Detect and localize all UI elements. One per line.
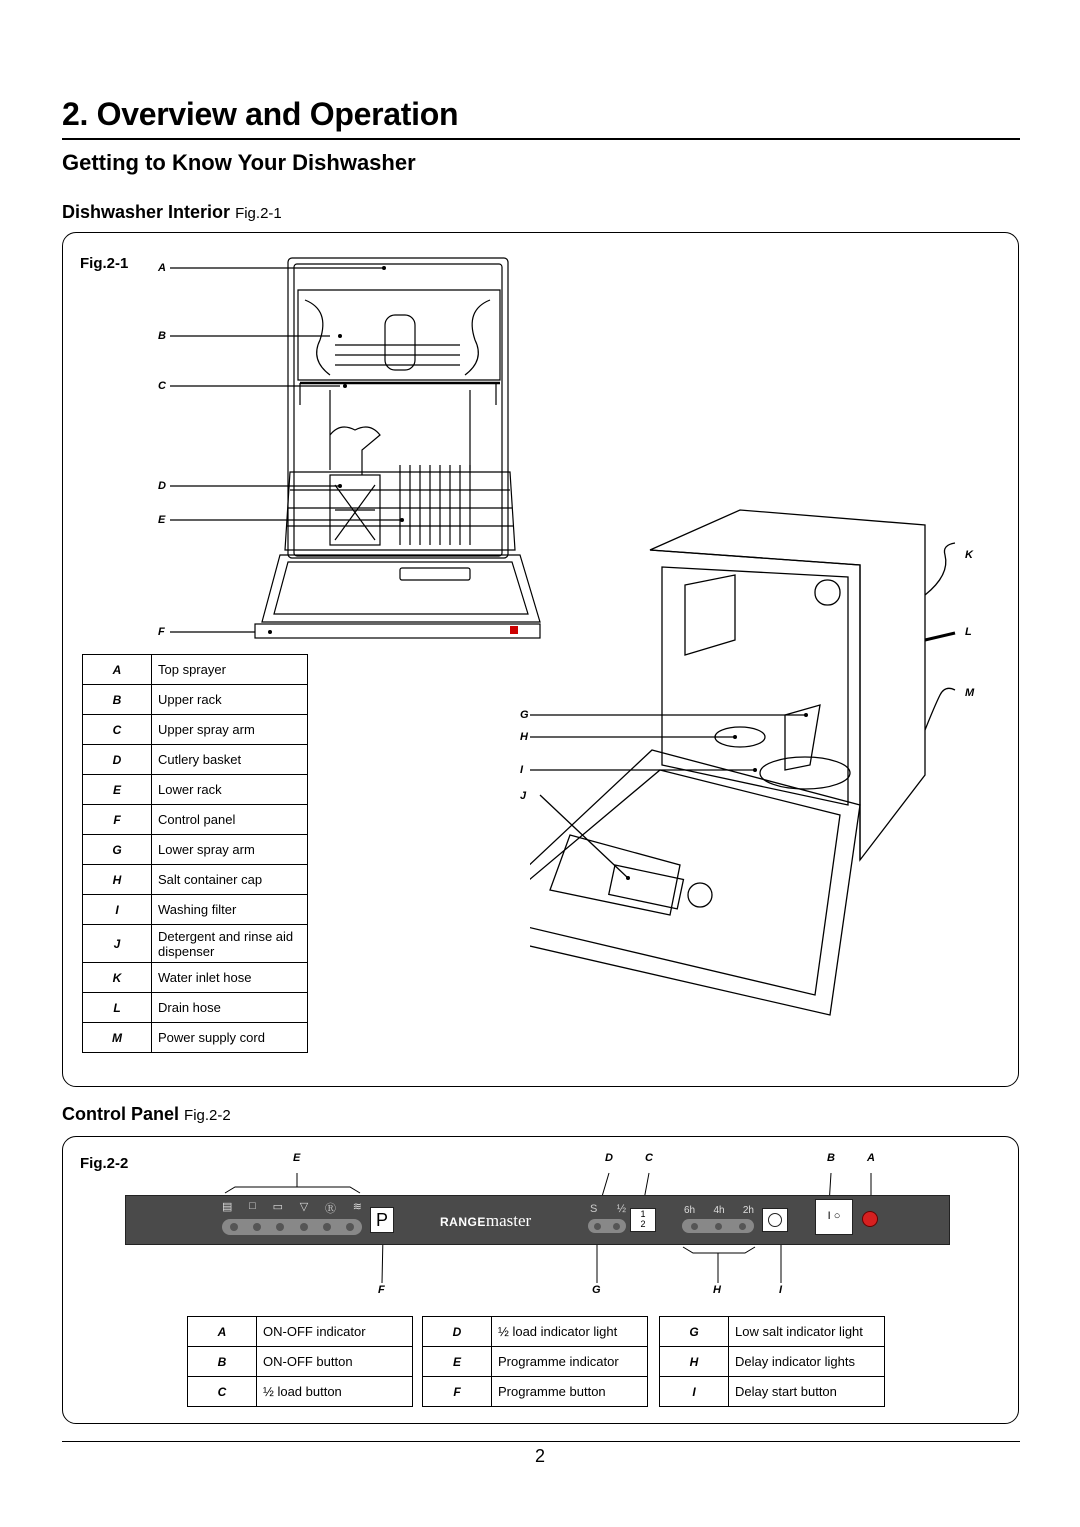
legend-label: Power supply cord bbox=[152, 1023, 308, 1053]
interior-heading-ref: Fig.2-1 bbox=[235, 205, 282, 222]
legend-row bbox=[83, 835, 308, 865]
on-off-button[interactable] bbox=[815, 1199, 853, 1235]
control-heading bbox=[62, 1104, 231, 1125]
control-heading-ref: Fig.2-2 bbox=[184, 1107, 231, 1124]
legend-row bbox=[83, 745, 308, 775]
control-legend-table-1 bbox=[187, 1316, 413, 1407]
quick-icon: ≋ bbox=[352, 1201, 362, 1213]
legend-key: B bbox=[188, 1347, 257, 1377]
legend-row bbox=[83, 865, 308, 895]
callout-cp-A: A bbox=[867, 1152, 875, 1164]
legend-key: H bbox=[660, 1347, 729, 1377]
brand-suffix: master bbox=[485, 1211, 532, 1230]
half-load-light bbox=[613, 1223, 620, 1230]
callout-cp-B: B bbox=[827, 1152, 835, 1164]
delay-label-4h: 4h bbox=[713, 1205, 725, 1216]
legend-key: A bbox=[83, 655, 152, 685]
legend-row bbox=[83, 715, 308, 745]
dishwasher-front-illustration bbox=[170, 250, 550, 650]
legend-row bbox=[83, 1023, 308, 1053]
delay-label-2h: 2h bbox=[742, 1205, 754, 1216]
legend-label: Delay start button bbox=[729, 1377, 885, 1407]
programme-light bbox=[253, 1223, 261, 1231]
legend-key: F bbox=[423, 1377, 492, 1407]
half-load-icon: ½ bbox=[616, 1203, 626, 1215]
callout-M: M bbox=[965, 687, 975, 699]
legend-key: I bbox=[83, 895, 152, 925]
eco-icon: ▭ bbox=[272, 1201, 283, 1213]
legend-key: E bbox=[423, 1347, 492, 1377]
callout-cp-F: F bbox=[378, 1284, 385, 1296]
callout-J: J bbox=[520, 790, 527, 802]
footer-rule bbox=[62, 1441, 1020, 1442]
brand-logo bbox=[440, 1211, 531, 1231]
legend-key: G bbox=[83, 835, 152, 865]
programme-icons bbox=[222, 1200, 362, 1216]
callout-B: B bbox=[158, 330, 166, 342]
legend-key: I bbox=[660, 1377, 729, 1407]
legend-key: J bbox=[83, 925, 152, 963]
legend-label: Detergent and rinse aid dispenser bbox=[152, 925, 308, 963]
programme-light bbox=[300, 1223, 308, 1231]
programme-light bbox=[276, 1223, 284, 1231]
legend-label: Salt container cap bbox=[152, 865, 308, 895]
legend-row bbox=[83, 805, 308, 835]
legend-label: Washing filter bbox=[152, 895, 308, 925]
legend-label: Lower spray arm bbox=[152, 835, 308, 865]
control-legend-table-3 bbox=[659, 1316, 885, 1407]
programme-light bbox=[230, 1223, 238, 1231]
legend-label: Delay indicator lights bbox=[729, 1347, 885, 1377]
delay-light bbox=[739, 1223, 746, 1230]
callout-cp-D: D bbox=[605, 1152, 613, 1164]
legend-key: C bbox=[188, 1377, 257, 1407]
legend-row bbox=[423, 1377, 648, 1407]
legend-row bbox=[83, 895, 308, 925]
title-rule bbox=[62, 138, 1020, 140]
callout-I: I bbox=[520, 764, 524, 776]
clock-icon bbox=[768, 1213, 782, 1227]
legend-label: Upper spray arm bbox=[152, 715, 308, 745]
legend-row bbox=[423, 1317, 648, 1347]
legend-label: ON-OFF button bbox=[257, 1347, 413, 1377]
low-salt-light bbox=[594, 1223, 601, 1230]
legend-key: E bbox=[83, 775, 152, 805]
programme-light bbox=[346, 1223, 354, 1231]
legend-key: F bbox=[83, 805, 152, 835]
legend-key: B bbox=[83, 685, 152, 715]
callout-C: C bbox=[158, 380, 166, 392]
callout-L: L bbox=[965, 626, 972, 638]
legend-label: Control panel bbox=[152, 805, 308, 835]
power-icon: I ○ bbox=[827, 1210, 841, 1222]
programme-light bbox=[323, 1223, 331, 1231]
salt-halfload-icons bbox=[590, 1203, 626, 1217]
programme-button[interactable]: P bbox=[370, 1207, 394, 1233]
callout-D: D bbox=[158, 480, 166, 492]
legend-row bbox=[188, 1317, 413, 1347]
legend-row bbox=[83, 963, 308, 993]
callout-cp-E: E bbox=[293, 1152, 301, 1164]
salt-icon: S bbox=[590, 1203, 598, 1215]
on-off-indicator bbox=[862, 1211, 878, 1227]
half-load-button-2: 2 bbox=[640, 1219, 646, 1229]
legend-key: D bbox=[83, 745, 152, 775]
callout-A: A bbox=[158, 262, 166, 274]
callout-F: F bbox=[158, 626, 165, 638]
delay-indicator-lights bbox=[682, 1219, 754, 1233]
legend-row bbox=[660, 1377, 885, 1407]
rinse-icon: Ⓡ bbox=[325, 1203, 336, 1215]
legend-key: A bbox=[188, 1317, 257, 1347]
legend-key: M bbox=[83, 1023, 152, 1053]
legend-label: Lower rack bbox=[152, 775, 308, 805]
legend-key: D bbox=[423, 1317, 492, 1347]
legend-label: Programme button bbox=[492, 1377, 648, 1407]
delay-labels bbox=[684, 1205, 754, 1216]
legend-label: Water inlet hose bbox=[152, 963, 308, 993]
legend-label: Programme indicator bbox=[492, 1347, 648, 1377]
callout-cp-I: I bbox=[779, 1284, 783, 1296]
legend-key: L bbox=[83, 993, 152, 1023]
section-title: Getting to Know Your Dishwasher bbox=[62, 150, 416, 175]
legend-row bbox=[660, 1317, 885, 1347]
legend-label: ON-OFF indicator bbox=[257, 1317, 413, 1347]
control-fig-label: Fig.2-2 bbox=[80, 1155, 129, 1172]
legend-row bbox=[83, 925, 308, 963]
legend-row bbox=[83, 685, 308, 715]
half-load-button[interactable] bbox=[630, 1208, 656, 1232]
interior-legend-table bbox=[82, 654, 308, 1053]
callout-cp-H: H bbox=[713, 1284, 721, 1296]
legend-key: C bbox=[83, 715, 152, 745]
legend-label: ½ load button bbox=[257, 1377, 413, 1407]
dishwasher-open-illustration bbox=[530, 505, 980, 1025]
delay-light bbox=[691, 1223, 698, 1230]
salt-halfload-lights bbox=[588, 1219, 626, 1233]
legend-label: ½ load indicator light bbox=[492, 1317, 648, 1347]
legend-label: Upper rack bbox=[152, 685, 308, 715]
legend-row bbox=[188, 1377, 413, 1407]
delay-start-button[interactable] bbox=[762, 1208, 788, 1232]
legend-row bbox=[660, 1347, 885, 1377]
delay-light bbox=[715, 1223, 722, 1230]
programme-indicator-lights bbox=[222, 1219, 362, 1235]
legend-row bbox=[188, 1347, 413, 1377]
legend-key: K bbox=[83, 963, 152, 993]
legend-label: Top sprayer bbox=[152, 655, 308, 685]
callout-E: E bbox=[158, 514, 166, 526]
page-title: 2. Overview and Operation bbox=[62, 96, 459, 132]
legend-label: Low salt indicator light bbox=[729, 1317, 885, 1347]
page-number: 2 bbox=[534, 1446, 545, 1466]
intensive-icon: ▤ bbox=[222, 1201, 233, 1213]
glass-icon: ▽ bbox=[299, 1201, 309, 1213]
normal-icon: □ bbox=[249, 1200, 256, 1212]
legend-row bbox=[83, 993, 308, 1023]
delay-label-6h: 6h bbox=[684, 1205, 696, 1216]
legend-row bbox=[83, 775, 308, 805]
control-legend-table-2 bbox=[422, 1316, 648, 1407]
legend-key: H bbox=[83, 865, 152, 895]
legend-label: Drain hose bbox=[152, 993, 308, 1023]
callout-cp-G: G bbox=[592, 1284, 601, 1296]
callout-K: K bbox=[965, 549, 973, 561]
legend-key: G bbox=[660, 1317, 729, 1347]
control-heading-text: Control Panel bbox=[62, 1104, 180, 1124]
legend-row bbox=[423, 1347, 648, 1377]
legend-label: Cutlery basket bbox=[152, 745, 308, 775]
legend-row bbox=[83, 655, 308, 685]
interior-heading bbox=[62, 202, 282, 223]
callout-cp-C: C bbox=[645, 1152, 653, 1164]
half-load-button-1: 1 bbox=[640, 1209, 646, 1219]
brand-prefix: RANGE bbox=[440, 1215, 486, 1229]
callout-G: G bbox=[520, 709, 529, 721]
callout-H: H bbox=[520, 731, 528, 743]
interior-fig-label: Fig.2-1 bbox=[80, 255, 129, 272]
interior-heading-text: Dishwasher Interior bbox=[62, 202, 231, 222]
